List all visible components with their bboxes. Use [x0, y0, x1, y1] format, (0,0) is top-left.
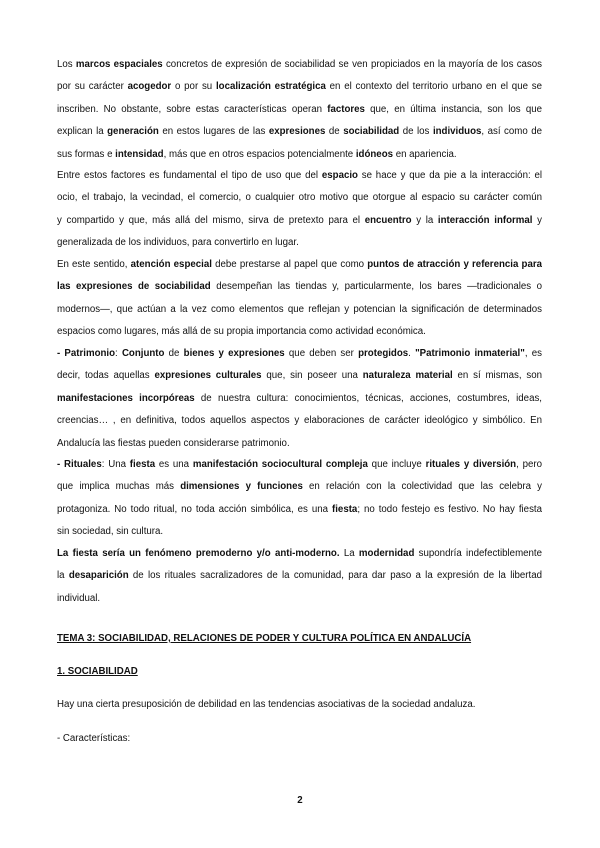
bold-text: manifestación sociocultural compleja — [192, 459, 368, 470]
bold-text: protegidos — [358, 348, 409, 359]
text-run: protagoniza. No todo ritual, no toda acción simbólica, es una — [57, 503, 333, 515]
paragraph — [57, 343, 542, 455]
text-run: de — [325, 126, 344, 138]
text-run: Entre estos factores es fundamental el tipo de uso que del — [57, 170, 322, 181]
text-run: o por su — [171, 81, 216, 93]
bold-text: interacción informal — [437, 214, 533, 226]
text-run: La — [339, 548, 359, 559]
text-run: sin sociedad, sin cultura. — [57, 526, 164, 538]
bold-text: expresiones culturales — [154, 370, 262, 382]
bold-text: dimensiones y funciones — [180, 481, 303, 493]
subheading-text: 1. SOCIABILIDAD — [57, 666, 138, 677]
bold-text: localización estratégica — [215, 81, 326, 93]
bold-text: "Patrimonio inmaterial" — [415, 348, 525, 359]
paragraph-line — [57, 187, 542, 209]
bold-text: las expresiones de sociabilidad — [57, 281, 211, 293]
text-run: Andalucía las fiestas pueden considerarse patrimonio. — [57, 437, 290, 449]
text-run: espacios como lugares, más allá de su propia importancia como actividad económica. — [57, 326, 426, 338]
bold-text: - Rituales — [57, 459, 102, 470]
text-run: que, sin poseer una — [261, 370, 363, 382]
text-run: se hace y que da pie a la interacción: el — [357, 170, 542, 181]
bold-text: generación — [107, 126, 159, 138]
text-run: la — [57, 570, 69, 582]
bold-text: sociabilidad — [343, 126, 400, 138]
paragraph — [57, 254, 542, 344]
text-run: que, en última instancia, son los que — [364, 103, 542, 115]
bold-text: individuos — [432, 126, 482, 138]
paragraph-text: Hay una cierta presuposición de debilidad en las tendencias asociativas de la sociedad andaluza. — [57, 699, 476, 710]
bold-text: intensidad — [115, 148, 164, 160]
text-run: que deben ser — [284, 348, 359, 359]
text-run: en apariencia. — [393, 148, 457, 160]
paragraph-line — [57, 165, 542, 187]
paragraph-line — [57, 343, 542, 365]
text-run: de — [164, 348, 184, 359]
paragraph-line — [57, 210, 542, 232]
list-intro — [57, 728, 542, 750]
text-run: modernos—, que actúan a la vez como elementos que reflejan y potencian la significación de determinados — [57, 303, 542, 315]
text-run: , es — [524, 348, 542, 359]
text-run: por su carácter — [57, 81, 128, 93]
paragraph-line — [57, 54, 542, 76]
paragraph-line — [57, 321, 542, 343]
paragraph-line — [57, 299, 542, 321]
text-run: : — [115, 348, 122, 359]
text-run: individual. — [57, 592, 101, 604]
text-run: en el contexto del territorio urbano en el que se — [325, 81, 542, 93]
text-run: En este sentido, — [57, 259, 131, 270]
bold-text: idóneos — [355, 148, 393, 160]
paragraph-line — [57, 276, 542, 298]
text-run: supondría indefectiblemente — [414, 548, 542, 559]
paragraph-line — [57, 121, 542, 143]
text-run: en relación con la colectividad que las celebra y — [302, 481, 542, 493]
text-run: Los — [57, 59, 76, 70]
paragraph-line — [57, 454, 542, 476]
text-run: , así como de — [481, 126, 542, 138]
text-run: que implica muchas más — [57, 481, 181, 493]
list-intro-text: - Características: — [57, 733, 131, 744]
bold-text: fiesta — [129, 459, 156, 470]
paragraph-line — [57, 76, 542, 98]
paragraph — [57, 165, 542, 255]
bold-text: desaparición — [68, 570, 129, 582]
paragraph — [57, 454, 542, 544]
text-run: de los rituales sacralizadores de la comunidad, para dar paso a la expresión de la libertad — [128, 570, 542, 582]
bold-text: naturaleza material — [362, 370, 453, 382]
text-run: en sí mismas, son — [452, 370, 542, 382]
paragraph — [57, 543, 542, 610]
paragraph-line — [57, 588, 542, 610]
text-run: sus formas e — [57, 148, 116, 160]
bold-text: manifestaciones incorpóreas — [57, 392, 195, 404]
bold-text: atención especial — [130, 259, 212, 270]
bold-text: Conjunto — [121, 348, 165, 359]
paragraph-line — [57, 99, 542, 121]
bold-text: puntos de atracción y referencia para — [367, 259, 542, 270]
text-run: inscriben. No obstante, sobre estas características operan — [57, 103, 328, 115]
text-run: , pero — [516, 459, 542, 470]
text-run: en estos lugares de las — [158, 126, 269, 138]
text-run: concretos de expresión de sociabilidad se ven propiciados en la mayoría de los casos — [162, 59, 542, 70]
section-heading — [57, 628, 542, 650]
text-run: que incluye — [367, 459, 426, 470]
subheading — [57, 661, 542, 683]
text-run: y compartido y que, más allá del mismo, sirva de pretexto para el — [57, 214, 365, 226]
text-run: : Una — [101, 459, 130, 470]
bold-text: modernidad — [358, 548, 415, 559]
text-run: debe prestarse al papel que como — [211, 259, 368, 270]
bold-text: espacio — [321, 170, 358, 181]
text-run: creencias… , en definitiva, todos aquellos aspectos y elaboraciones de carácter ideológico y simbólico. En — [57, 415, 542, 427]
text-run: y la — [411, 214, 438, 226]
paragraph-line — [57, 476, 542, 498]
bold-text: acogedor — [127, 81, 172, 93]
paragraph-line — [57, 565, 542, 587]
text-run: y — [532, 214, 542, 226]
text-run: . — [408, 348, 416, 359]
paragraph-line — [57, 433, 542, 455]
bold-text: rituales y diversión — [425, 459, 517, 470]
text-run: decir, todas aquellas — [57, 370, 155, 382]
text-run: explican la — [57, 126, 108, 138]
section-heading-text: TEMA 3: SOCIABILIDAD, RELACIONES DE PODER Y CULTURA POLÍTICA EN ANDALUCÍA — [57, 633, 472, 644]
paragraph-line — [57, 365, 542, 387]
paragraph-line — [57, 543, 542, 565]
text-run: desempeñan las tiendas y, particularmente, los bares —tradicionales o — [210, 281, 542, 293]
text-run: ; no todo festejo es festivo. No hay fiesta — [357, 503, 542, 515]
text-run: , más que en otros espacios potencialmente — [163, 148, 356, 160]
bold-text: expresiones — [268, 126, 326, 138]
text-run: de los — [399, 126, 433, 138]
bold-text: - Patrimonio — [57, 348, 116, 359]
bold-text: fiesta — [332, 503, 358, 515]
paragraph-line — [57, 254, 542, 276]
page-number: 2 — [297, 795, 303, 806]
bold-text: La fiesta sería un fenómeno premoderno y/o anti-moderno. — [57, 548, 340, 559]
bold-text: encuentro — [364, 214, 412, 226]
bold-text: bienes y expresiones — [183, 348, 285, 359]
bold-text: factores — [327, 103, 365, 115]
paragraph-line — [57, 388, 542, 410]
text-run: ocio, el trabajo, la vecindad, el comercio, o cualquier otro motivo que otorgue al espacio su carácter común — [57, 192, 542, 204]
text-run: generalizada de los individuos, para convertirlo en lugar. — [57, 237, 299, 249]
paragraph-line — [57, 521, 542, 543]
paragraph — [57, 54, 542, 166]
text-run: de nuestra cultura: conocimientos, técnicas, acciones, costumbres, ideas, — [194, 392, 542, 404]
paragraph-line — [57, 144, 542, 166]
paragraph-line — [57, 499, 542, 521]
paragraph-line — [57, 232, 542, 254]
bold-text: marcos espaciales — [75, 59, 163, 70]
text-run: es una — [155, 459, 193, 470]
paragraph — [57, 694, 542, 716]
paragraph-line — [57, 410, 542, 432]
